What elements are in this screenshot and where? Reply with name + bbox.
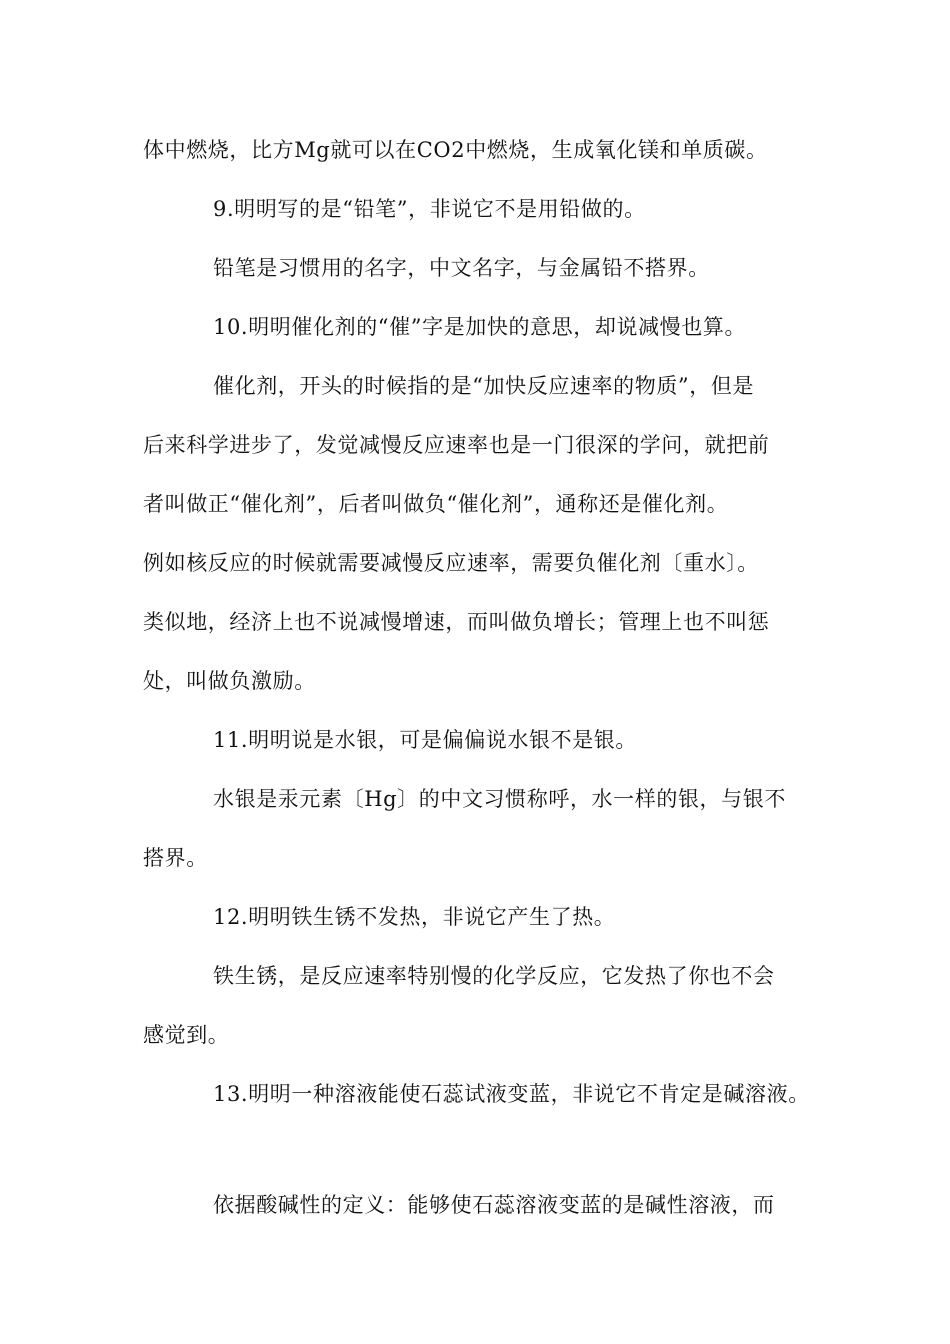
answer-11-line-1: 水银是汞元素〔Hg〕的中文习惯称呼，水一样的银，与银不 — [213, 787, 786, 811]
answer-12-line-1: 铁生锈，是反应速率特别慢的化学反应，它发热了你也不会 — [213, 964, 775, 988]
answer-10-line-1: 催化剂，开头的时候指的是“加快反应速率的物质”，但是 — [213, 374, 755, 398]
answer-11-line-2: 搭界。 — [143, 846, 208, 870]
answer-10-line-2: 后来科学进步了，发觉减慢反应速率也是一门很深的学问，就把前 — [143, 433, 770, 457]
question-10-heading: 10.明明催化剂的“催”字是加快的意思，却说减慢也算。 — [213, 315, 747, 339]
question-13-heading: 13.明明一种溶液能使石蕊试液变蓝，非说它不肯定是碱溶液。 — [213, 1082, 810, 1106]
answer-10-line-3: 者叫做正“催化剂”，后者叫做负“催化剂”，通称还是催化剂。 — [143, 492, 729, 516]
answer-10-line-5: 类似地，经济上也不说减慢增速，而叫做负增长；管理上也不叫惩 — [143, 610, 770, 634]
answer-9-line-1: 铅笔是习惯用的名字，中文名字，与金属铅不搭界。 — [213, 256, 710, 280]
answer-10-line-6: 处，叫做负激励。 — [143, 669, 316, 693]
answer-12-line-2: 感觉到。 — [143, 1023, 230, 1047]
answer-10-line-4: 例如核反应的时候就需要减慢反应速率，需要负催化剂〔重水〕。 — [143, 551, 759, 575]
question-9-heading: 9.明明写的是“铅笔”，非说它不是用铅做的。 — [213, 197, 646, 221]
question-12-heading: 12.明明铁生锈不发热，非说它产生了热。 — [213, 905, 616, 929]
question-11-heading: 11.明明说是水银，可是偏偏说水银不是银。 — [213, 728, 637, 752]
answer-13-line-1: 依据酸碱性的定义：能够使石蕊溶液变蓝的是碱性溶液，而 — [213, 1193, 775, 1217]
text-line-1: 体中燃烧，比方Mg就可以在CO2中燃烧，生成氧化镁和单质碳。 — [143, 138, 768, 162]
